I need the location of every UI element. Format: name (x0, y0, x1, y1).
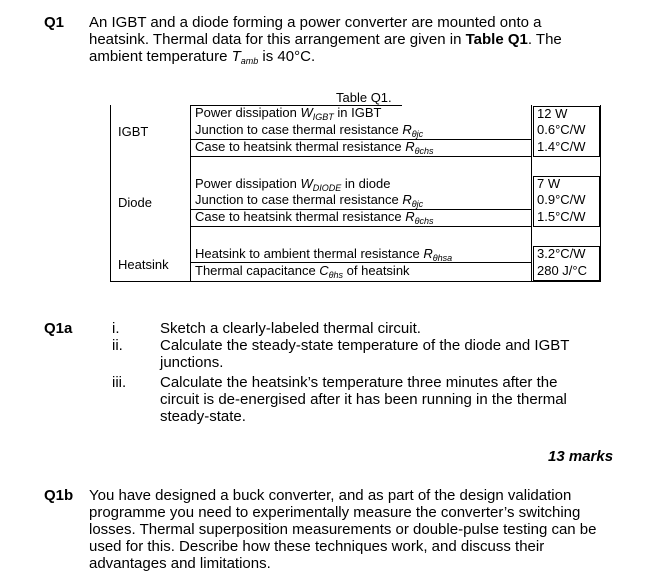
table-row-value: 1.5°C/W (537, 209, 586, 224)
table-right-border (600, 105, 601, 282)
group-label-heatsink: Heatsink (118, 257, 169, 272)
table-row-desc: Case to heatsink thermal resistance $R_{\theta chs}$ (195, 139, 434, 156)
part-label-i: i. (112, 320, 120, 337)
q1-intro (89, 14, 649, 65)
row-separator (190, 226, 531, 227)
group-label-igbt: IGBT (118, 124, 149, 139)
table-row-value: 0.9°C/W (537, 192, 586, 207)
part-label-iii: iii. (112, 374, 127, 391)
part-text-iii: Calculate the heatsink’s temperature three minutes after the circuit is de-energised after it has been running in the thermal steady-state. (160, 374, 567, 425)
part-text-ii: Calculate the steady-state temperature of the diode and IGBT junctions. (160, 337, 570, 371)
table-row-value: 280 J/°C (537, 263, 588, 278)
table-row-desc: Junction to case thermal resistance $R_{\theta jc}$ (195, 192, 424, 209)
table-row-desc: Thermal capacitance $C_{\theta hs}$ of heatsink (195, 263, 410, 280)
table-row-desc: Power dissipation $W_{DIODE}$ in diode (195, 176, 391, 193)
table-reference: Table Q1 (465, 31, 528, 48)
question-number-q1a: Q1a (44, 320, 73, 337)
row-separator (190, 156, 531, 157)
question-number-q1b: Q1b (44, 487, 74, 504)
q1b-text: You have designed a buck converter, and as part of the design validation programme you need to experimentally measure the converter’s switching losses. Thermal superposition measurements or double-pulse testing can be used for this. Describe how these techniques work, and discuss their advantages and limitations. (89, 487, 597, 572)
q1-intro-line-3: ambient temperature $T_{amb}$ is 40°C. (89, 48, 316, 66)
table-label-divider (190, 105, 191, 282)
table-value-divider (531, 105, 532, 282)
table-row-value: 7 W (537, 176, 561, 191)
marks-label: 13 marks (548, 448, 614, 465)
question-number-q1: Q1 (44, 14, 65, 31)
table-left-border (110, 105, 111, 282)
group-label-diode: Diode (118, 195, 152, 210)
part-text-i: Sketch a clearly-labeled thermal circuit. (160, 320, 421, 337)
table-row-value: 3.2°C/W (537, 246, 586, 261)
table-caption: Table Q1. (336, 90, 392, 105)
part-label-ii: ii. (112, 337, 123, 354)
table-row-desc: Case to heatsink thermal resistance $R_{\theta chs}$ (195, 209, 434, 226)
table-row-value: 1.4°C/W (537, 139, 586, 154)
table-row-desc: Power dissipation $W_{IGBT}$ in IGBT (195, 105, 382, 122)
table-row-value: 0.6°C/W (537, 122, 586, 137)
table-bottom-border (110, 281, 600, 282)
table-row-desc: Junction to case thermal resistance $R_{\theta jc}$ (195, 122, 424, 139)
q1-intro-line-1: An IGBT and a diode forming a power converter are mounted onto a (89, 14, 542, 31)
table-row-desc: Heatsink to ambient thermal resistance $R_{\theta hsa}$ (195, 246, 453, 263)
q1-intro-line-2: heatsink. Thermal data for this arrangement are given in Table Q1. The (89, 31, 562, 48)
table-row-value: 12 W (537, 106, 568, 121)
